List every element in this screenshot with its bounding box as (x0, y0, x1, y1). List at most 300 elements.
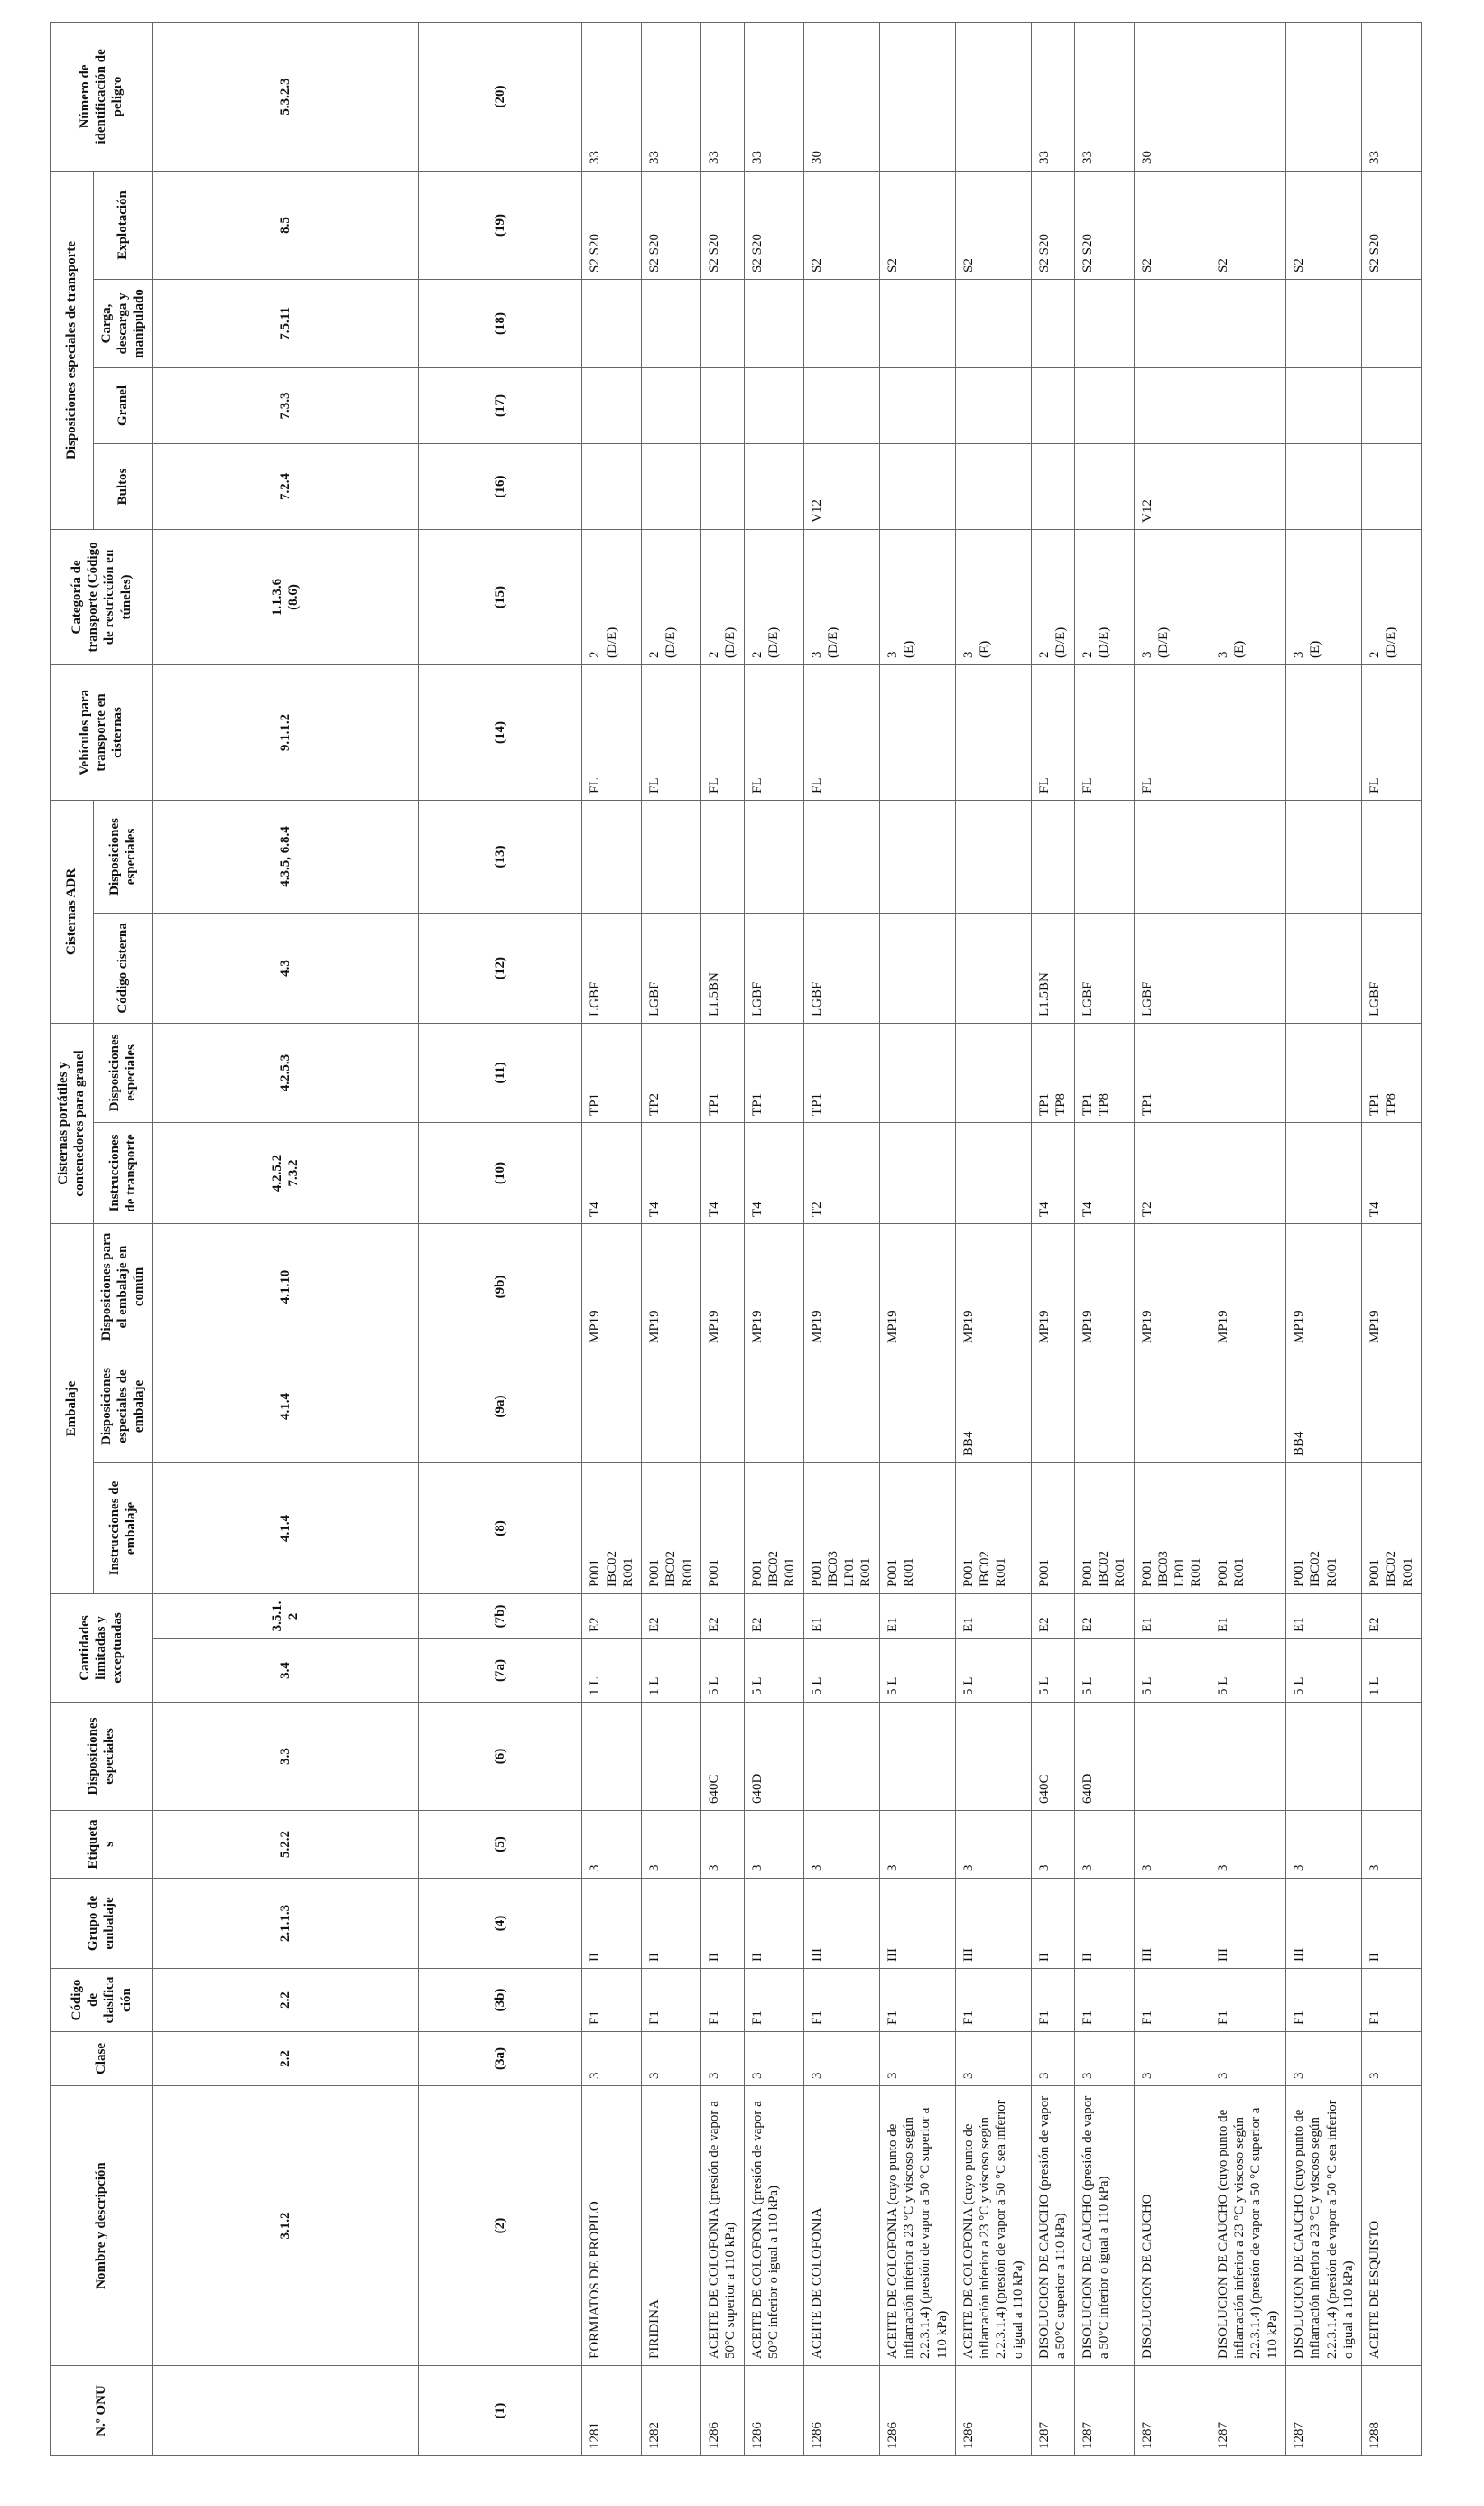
table-cell (803, 279, 879, 367)
table-cell: 4.2.5.2 7.3.2 (153, 1122, 418, 1223)
header-granel: Granel (93, 367, 153, 443)
table-cell: T4 (1074, 1122, 1134, 1223)
table-cell: ACEITE DE COLOFONIA (cuyo punto de inflamación inferior a 23 °C y viscoso según 2.2.3.1.4) (presión de vapor a 50 °C sea inferior o igual a 110 kPa) (955, 2086, 1031, 2366)
table-cell: DISOLUCION DE CAUCHO (cuyo punto de inflamación inferior a 23 °C y viscoso según 2.2.3.1.4) (presión de vapor a 50 °C superior a 110 kPa) (1210, 2086, 1285, 2366)
table-cell: II (582, 1879, 642, 1969)
table-cell: (16) (418, 443, 581, 529)
table-cell: 1286 (701, 2366, 745, 2456)
table-cell: FL (803, 664, 879, 800)
table-cell: 8.5 (153, 171, 418, 279)
table-cell: FL (1134, 664, 1210, 800)
table-cell: II (744, 1879, 803, 1969)
table-cell: 1288 (1362, 2366, 1422, 2456)
table-cell: 5 L (1074, 1639, 1134, 1703)
table-cell: II (1362, 1879, 1422, 1969)
table-cell: 3 (1032, 2032, 1075, 2086)
table-cell: S2 S20 (1074, 171, 1134, 279)
table-cell: FL (582, 664, 642, 800)
table-cell (1210, 443, 1285, 529)
table-cell: E1 (1285, 1594, 1361, 1639)
table-cell: LGBF (803, 913, 879, 1023)
header-grupo-embalaje: Grupo de embalaje (51, 1879, 153, 1969)
table-cell: (6) (418, 1703, 581, 1811)
table-cell: III (1285, 1879, 1361, 1969)
table-cell: FL (744, 664, 803, 800)
table-cell: ACEITE DE ESQUISTO (1362, 2086, 1422, 2366)
table-cell: 3 (803, 1811, 879, 1879)
table-cell: P001 IBC02 R001 (744, 1463, 803, 1594)
table-cell: 3 (1285, 1811, 1361, 1879)
header-clase: Clase (51, 2032, 153, 2086)
table-row (701, 22, 745, 2455)
table-cell (1210, 664, 1285, 800)
table-cell: (17) (418, 367, 581, 443)
table-cell: FL (1074, 664, 1134, 800)
table-cell: T4 (642, 1122, 701, 1223)
table-cell: S2 (879, 171, 955, 279)
table-cell (955, 279, 1031, 367)
table-cell: S2 S20 (1362, 171, 1422, 279)
table-cell (879, 367, 955, 443)
table-cell: 1286 (803, 2366, 879, 2456)
header-cantidades: Cantidades limitadas y exceptuadas (51, 1594, 153, 1703)
table-cell: F1 (701, 1969, 745, 2032)
table-cell (1210, 1023, 1285, 1122)
table-cell: 30 (1134, 22, 1210, 171)
table-cell: MP19 (1074, 1223, 1134, 1350)
table-cell (701, 279, 745, 367)
table-cell: (3a) (418, 2032, 581, 2086)
table-cell (1074, 800, 1134, 913)
table-cell: S2 (1285, 171, 1361, 279)
table-cell (1210, 279, 1285, 367)
table-cell (955, 1122, 1031, 1223)
table-cell: 7.2.4 (153, 443, 418, 529)
table-cell: 3.4 (153, 1639, 418, 1703)
table-cell (879, 22, 955, 171)
table-row (1362, 22, 1422, 2455)
table-cell: 1287 (1210, 2366, 1285, 2456)
table-cell (1362, 279, 1422, 367)
table-cell: (7a) (418, 1639, 581, 1703)
table-cell (1074, 279, 1134, 367)
header-disposiciones-especiales: Disposiciones especiales (51, 1703, 153, 1811)
table-cell (955, 1023, 1031, 1122)
table-cell: III (955, 1879, 1031, 1969)
header-carga: Carga, descarga y manipulado (93, 279, 153, 367)
table-cell: TP1 (803, 1023, 879, 1122)
table-cell (1210, 1350, 1285, 1463)
table-cell: 5.3.2.3 (153, 22, 418, 171)
table-cell (1285, 1703, 1361, 1811)
table-cell (744, 1350, 803, 1463)
table-cell: 3 (803, 2032, 879, 2086)
table-cell: MP19 (744, 1223, 803, 1350)
table-cell: V12 (1134, 443, 1210, 529)
table-row (1134, 22, 1210, 2455)
table-cell: 33 (701, 22, 745, 171)
header-nombre: Nombre y descripción (51, 2086, 153, 2366)
table-cell (701, 443, 745, 529)
table-cell: (5) (418, 1811, 581, 1879)
table-cell: MP19 (582, 1223, 642, 1350)
table-cell: S2 (1210, 171, 1285, 279)
table-cell: (4) (418, 1879, 581, 1969)
table-cell: 5 L (1032, 1639, 1075, 1703)
table-cell: 7.3.3 (153, 367, 418, 443)
table-cell: MP19 (1210, 1223, 1285, 1350)
table-cell: E2 (582, 1594, 642, 1639)
table-cell (1285, 1122, 1361, 1223)
table-cell (1285, 443, 1361, 529)
table-row (582, 22, 642, 2455)
table-cell: P001 IBC02 R001 (955, 1463, 1031, 1594)
table-cell: E1 (1210, 1594, 1285, 1639)
table-cell: MP19 (1032, 1223, 1075, 1350)
table-cell: LGBF (1074, 913, 1134, 1023)
table-cell: 4.2.5.3 (153, 1023, 418, 1122)
table-cell: 33 (1074, 22, 1134, 171)
table-cell (1210, 913, 1285, 1023)
table-cell: 3.1.2 (153, 2086, 418, 2366)
table-cell: F1 (1134, 1969, 1210, 2032)
table-cell (879, 664, 955, 800)
table-cell (1134, 1350, 1210, 1463)
table-cell: S2 (955, 171, 1031, 279)
table-cell: TP1 (1134, 1023, 1210, 1122)
header-peligro: Número de identificación de peligro (51, 22, 153, 171)
table-cell: 2.2 (153, 1969, 418, 2032)
table-cell: F1 (1285, 1969, 1361, 2032)
table-cell: P001 IBC02 R001 (642, 1463, 701, 1594)
table-cell: 3 (955, 1811, 1031, 1879)
table-cell: 3 (582, 2032, 642, 2086)
table-row (1210, 22, 1285, 2455)
table-cell: 640D (1074, 1703, 1134, 1811)
table-cell: ACEITE DE COLOFONIA (presión de vapor a 50°C superior a 110 kPa) (701, 2086, 745, 2366)
table-cell: 3 (701, 2032, 745, 2086)
table-cell (879, 1122, 955, 1223)
table-cell (955, 800, 1031, 913)
table-cell: 4.3 (153, 913, 418, 1023)
table-cell (1285, 279, 1361, 367)
table-cell (1362, 443, 1422, 529)
table-cell (1210, 800, 1285, 913)
header-cp-disp-especiales: Disposiciones especiales (93, 1023, 153, 1122)
table-cell (1285, 664, 1361, 800)
table-cell: BB4 (955, 1350, 1031, 1463)
table-cell (1134, 1703, 1210, 1811)
table-cell: 3 (744, 1811, 803, 1879)
table-cell: 2 (D/E) (1362, 529, 1422, 664)
table-cell: 1 L (1362, 1639, 1422, 1703)
table-cell: 5 L (1285, 1639, 1361, 1703)
table-cell: 1287 (1285, 2366, 1361, 2456)
table-cell: 5 L (701, 1639, 745, 1703)
table-cell: MP19 (955, 1223, 1031, 1350)
table-cell (1134, 800, 1210, 913)
table-cell: DISOLUCION DE CAUCHO (1134, 2086, 1210, 2366)
header-instrucciones-transporte: Instrucciones de transporte (93, 1122, 153, 1223)
table-cell: TP1 TP8 (1362, 1023, 1422, 1122)
table-cell: III (803, 1879, 879, 1969)
table-cell: (15) (418, 529, 581, 664)
table-cell: S2 S20 (1032, 171, 1075, 279)
table-cell: II (1032, 1879, 1075, 1969)
table-cell: (13) (418, 800, 581, 913)
table-cell (1210, 22, 1285, 171)
table-cell: MP19 (1362, 1223, 1422, 1350)
table-cell: TP1 TP8 (1074, 1023, 1134, 1122)
table-cell: 2 (D/E) (744, 529, 803, 664)
table-cell (1032, 800, 1075, 913)
table-cell: 640C (701, 1703, 745, 1811)
table-cell (803, 1350, 879, 1463)
header-cisternas-portatiles: Cisternas portátiles y contenedores para granel (51, 1023, 94, 1223)
table-cell: MP19 (1285, 1223, 1361, 1350)
table-cell: E1 (1134, 1594, 1210, 1639)
table-cell: 33 (1362, 22, 1422, 171)
table-cell (642, 279, 701, 367)
table-cell (1362, 367, 1422, 443)
table-cell: 3 (1134, 2032, 1210, 2086)
table-row (879, 22, 955, 2455)
table-cell: 30 (803, 22, 879, 171)
table-row (955, 22, 1031, 2455)
table-cell: 3 (E) (1210, 529, 1285, 664)
table-cell: DISOLUCION DE CAUCHO (presión de vapor a 50°C superior a 110 kPa) (1032, 2086, 1075, 2366)
table-cell: T2 (803, 1122, 879, 1223)
table-cell (879, 443, 955, 529)
table-cell: DISOLUCION DE CAUCHO (presión de vapor a 50°C inferior o igual a 110 kPa) (1074, 2086, 1134, 2366)
table-cell: TP1 (701, 1023, 745, 1122)
table-cell: LGBF (642, 913, 701, 1023)
table-cell (1362, 800, 1422, 913)
table-cell (955, 367, 1031, 443)
header-categoria: Categoría de transporte (Código de restricción en túneles) (51, 529, 153, 664)
table-cell: 3 (642, 1811, 701, 1879)
table-cell: FL (642, 664, 701, 800)
table-cell: T2 (1134, 1122, 1210, 1223)
table-cell: S2 (1134, 171, 1210, 279)
table-cell: 2 (D/E) (1032, 529, 1075, 664)
table-cell: MP19 (1134, 1223, 1210, 1350)
table-cell (744, 443, 803, 529)
table-cell (1074, 443, 1134, 529)
table-cell: F1 (582, 1969, 642, 2032)
table-cell (879, 1703, 955, 1811)
table-cell (1074, 1350, 1134, 1463)
table-cell: 1286 (744, 2366, 803, 2456)
table-cell (1285, 800, 1361, 913)
table-cell: LGBF (582, 913, 642, 1023)
table-cell: TP1 TP8 (1032, 1023, 1075, 1122)
table-cell: 3 (1285, 2032, 1361, 2086)
table-cell: 3 (879, 1811, 955, 1879)
table-cell: 4.3.5, 6.8.4 (153, 800, 418, 913)
table-cell: III (879, 1879, 955, 1969)
table-cell (744, 367, 803, 443)
table-cell: F1 (744, 1969, 803, 2032)
table-cell: 1287 (1074, 2366, 1134, 2456)
table-cell: FL (701, 664, 745, 800)
table-cell (642, 800, 701, 913)
table-cell: (19) (418, 171, 581, 279)
table-cell: MP19 (879, 1223, 955, 1350)
table-cell: 33 (642, 22, 701, 171)
table-cell: T4 (582, 1122, 642, 1223)
reference-row (153, 22, 418, 2455)
header-codigo-cisterna: Código cisterna (93, 913, 153, 1023)
table-cell (803, 367, 879, 443)
table-cell: (8) (418, 1463, 581, 1594)
table-cell (1210, 1122, 1285, 1223)
table-cell: E1 (879, 1594, 955, 1639)
table-cell: 3.5.1.2 (153, 1594, 418, 1639)
table-cell (879, 279, 955, 367)
table-cell: S2 S20 (744, 171, 803, 279)
table-cell: 2.1.1.3 (153, 1879, 418, 1969)
table-cell (955, 664, 1031, 800)
table-cell: (12) (418, 913, 581, 1023)
table-cell: 640C (1032, 1703, 1075, 1811)
table-cell: 3 (642, 2032, 701, 2086)
table-cell: 1282 (642, 2366, 701, 2456)
table-cell: T4 (1032, 1122, 1075, 1223)
table-cell: TP1 (744, 1023, 803, 1122)
table-cell: 2 (D/E) (642, 529, 701, 664)
table-cell (701, 800, 745, 913)
table-cell (1285, 913, 1361, 1023)
table-row (1285, 22, 1361, 2455)
table-cell (879, 1350, 955, 1463)
table-cell (879, 913, 955, 1023)
header-bultos: Bultos (93, 443, 153, 529)
table-cell: (14) (418, 664, 581, 800)
table-cell: LGBF (1362, 913, 1422, 1023)
table-cell (1032, 443, 1075, 529)
header-vehiculos: Vehículos para transporte en cisternas (51, 664, 153, 800)
table-cell (701, 367, 745, 443)
table-cell: T4 (1362, 1122, 1422, 1223)
table-cell: 3 (879, 2032, 955, 2086)
table-cell: 3 (E) (955, 529, 1031, 664)
table-cell (1032, 279, 1075, 367)
table-cell: 3.3 (153, 1703, 418, 1811)
table-cell (642, 443, 701, 529)
table-cell: P001 IBC03 LP01 R001 (803, 1463, 879, 1594)
table-cell: 3 (D/E) (1134, 529, 1210, 664)
table-cell (955, 22, 1031, 171)
table-cell (879, 800, 955, 913)
table-cell (642, 367, 701, 443)
table-cell: (18) (418, 279, 581, 367)
header-embalaje: Embalaje (51, 1223, 94, 1593)
table-cell: 4.1.4 (153, 1463, 418, 1594)
table-cell: F1 (1032, 1969, 1075, 2032)
header-n-onu: N.º ONU (51, 2366, 153, 2456)
table-cell: II (642, 1879, 701, 1969)
table-cell: T4 (701, 1122, 745, 1223)
table-cell: 2.2 (153, 2032, 418, 2086)
table-cell: 5.2.2 (153, 1811, 418, 1879)
table-cell: 5 L (1210, 1639, 1285, 1703)
table-cell (955, 443, 1031, 529)
table-cell (1210, 1703, 1285, 1811)
table-cell: (7b) (418, 1594, 581, 1639)
table-cell: ACEITE DE COLOFONIA (presión de vapor a 50°C inferior o igual a 110 kPa) (744, 2086, 803, 2366)
header-codigo-clasificacion: Código de clasificación (51, 1969, 153, 2032)
table-cell: L1.5BN (1032, 913, 1075, 1023)
table-cell: 5 L (803, 1639, 879, 1703)
table-cell: F1 (803, 1969, 879, 2032)
table-cell (642, 1350, 701, 1463)
table-cell (1074, 367, 1134, 443)
table-cell: 3 (1210, 1811, 1285, 1879)
table-cell: E2 (701, 1594, 745, 1639)
table-cell: (11) (418, 1023, 581, 1122)
table-cell (582, 443, 642, 529)
table-cell: F1 (879, 1969, 955, 2032)
table-cell: E2 (642, 1594, 701, 1639)
table-cell: MP19 (803, 1223, 879, 1350)
table-cell: 33 (744, 22, 803, 171)
table-cell: II (1074, 1879, 1134, 1969)
table-cell: L1.5BN (701, 913, 745, 1023)
table-cell: (9b) (418, 1223, 581, 1350)
table-cell (803, 1703, 879, 1811)
table-cell (1134, 367, 1210, 443)
table-cell: 3 (955, 2032, 1031, 2086)
table-cell: (10) (418, 1122, 581, 1223)
table-cell (582, 279, 642, 367)
table-cell: S2 S20 (701, 171, 745, 279)
table-cell: 33 (1032, 22, 1075, 171)
table-row (744, 22, 803, 2455)
table-cell (955, 1703, 1031, 1811)
table-cell: 4.1.4 (153, 1350, 418, 1463)
table-cell (1362, 1350, 1422, 1463)
table-cell (879, 1023, 955, 1122)
table-cell: 1.1.3.6 (8.6) (153, 529, 418, 664)
table-cell (744, 279, 803, 367)
table-cell: PIRIDINA (642, 2086, 701, 2366)
table-cell: DISOLUCION DE CAUCHO (cuyo punto de inflamación inferior a 23 °C y viscoso según 2.2.3.1.4) (presión de vapor a 50 °C sea inferior o igual a 110 kPa) (1285, 2086, 1361, 2366)
table-cell: (20) (418, 22, 581, 171)
table-cell: LGBF (744, 913, 803, 1023)
table-cell: P001 (1032, 1463, 1075, 1594)
table-cell: LGBF (1134, 913, 1210, 1023)
table-cell: II (701, 1879, 745, 1969)
table-cell: 2 (D/E) (582, 529, 642, 664)
table-cell: FL (1362, 664, 1422, 800)
table-cell: 3 (744, 2032, 803, 2086)
table-cell (153, 2366, 418, 2456)
table-cell: (3b) (418, 1969, 581, 2032)
table-row (642, 22, 701, 2455)
header-disp-embalaje-comun: Disposiciones para el embalaje en común (93, 1223, 153, 1350)
table-row (1032, 22, 1075, 2455)
table-cell: 3 (1362, 2032, 1422, 2086)
table-cell: 3 (701, 1811, 745, 1879)
table-cell (803, 800, 879, 913)
table-cell (642, 1703, 701, 1811)
table-cell (1285, 22, 1361, 171)
table-cell (1134, 279, 1210, 367)
table-cell: 9.1.1.2 (153, 664, 418, 800)
table-cell (955, 913, 1031, 1023)
table-cell: 1 L (642, 1639, 701, 1703)
